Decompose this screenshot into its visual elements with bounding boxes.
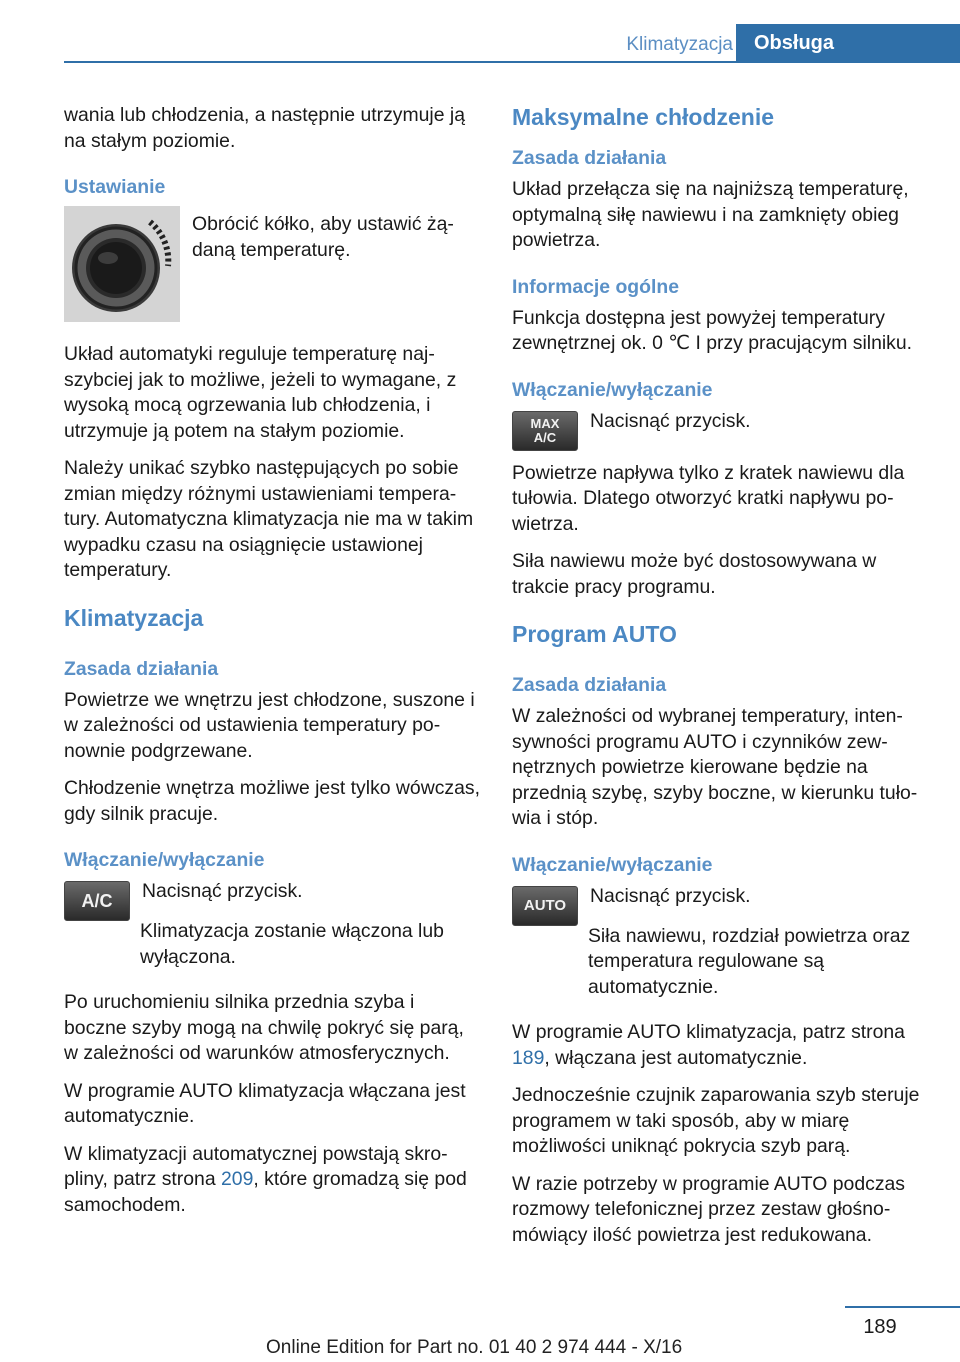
auto-result-span: Siła nawiewu, rozdział powietrza oraz temperatura regulowane są automatycznie. (588, 924, 911, 998)
ac-button-image: A/C (64, 881, 130, 921)
edition-footer: Online Edition for Part no. 01 40 2 974 444 - X/16 (266, 1337, 683, 1358)
knob-figure-row (64, 206, 480, 322)
heading-ustawianie: Ustawianie (64, 176, 166, 198)
ac-result-span: Klimatyzacja zostanie włączona lub wyłączona. (140, 920, 444, 968)
chlodzenie-paragraph: Chłodzenie wnętrza możliwe jest tylko wówczas, gdy silnik pracuje. (64, 777, 480, 825)
auto-figure-row (512, 884, 932, 926)
info-paragraph: Funkcja dostępna jest powyżej temperatury zewnętrznej ok. 0 ℃ I przy pracującym silniku. (512, 306, 913, 354)
auto-press-text: Nacisnąć przycisk. (590, 884, 751, 907)
page-link-189[interactable]: 189 (512, 1046, 545, 1069)
knob-icon (64, 206, 180, 322)
header-chapter-tab: Obsługa (736, 24, 960, 62)
ac-press-text: Nacisnąć przycisk. (142, 880, 303, 902)
intro-paragraph: wania lub chłodzenia, a następnie utrzymuje ją na stałym poziomie. (64, 104, 465, 152)
uruchomieniu-paragraph: Po uruchomieniu silnika przednia szyba i boczne szyby mogą na chwilę pokryć się parą, w zależności od warunków atmosferycznych. (64, 991, 464, 1064)
heading-wlaczanie-auto: Włączanie/wyłączanie (512, 853, 713, 876)
powietrze-paragraph: Powietrze we wnętrzu jest chłodzone, suszone i w zależności od ustawienia temperatury ponownie podgrzewane. (64, 688, 475, 762)
skropliny-text-a: W klimatyzacji automatycznej powstają skropliny, patrz strona (64, 1142, 448, 1190)
skropliny-text-b: , które gromadzą się pod samochodem. (64, 1168, 467, 1216)
klim-text-a: W programie AUTO klimatyzacja, patrz strona (512, 1021, 905, 1043)
temperature-knob-image (64, 206, 180, 322)
heading-maksymalne-chlodzenie: Maksymalne chłodzenie (512, 104, 775, 130)
czujnik-paragraph: Jednocześnie czujnik zaparowania szyb steruje programem w taki sposób, aby w miarę możliwości uniknąć pokrycia szyb parą. (512, 1084, 920, 1157)
program-auto-paragraph: W programie AUTO klimatyzacja włączana jest automatycznie. (64, 1079, 466, 1127)
heading-zasada-dzialania-max: Zasada działania (512, 147, 667, 169)
page-number: 189 (863, 1316, 897, 1338)
telefon-paragraph: W razie potrzeby w programie AUTO podczas rozmowy telefonicznej przez zestaw głośnomówiący ilość powietrza jest redukowana. (512, 1172, 905, 1246)
max-ac-figure-row (512, 409, 932, 451)
left-column (64, 103, 480, 1230)
heading-zasada-dzialania-auto: Zasada działania (512, 674, 667, 696)
max-paragraph: Układ przełącza się na najniższą temperaturę, optymalną siłę nawiewu i na zamknięty obieg powietrza. (512, 178, 909, 251)
max-label: MAX (530, 415, 560, 431)
footer-divider (845, 1306, 960, 1308)
klimatyzacja-auto-paragraph (512, 1020, 932, 1071)
heading-program-auto: Program AUTO (512, 621, 677, 647)
heading-wlaczanie: Włączanie/wyłączanie (64, 849, 265, 871)
auto-button-image: AUTO (512, 886, 578, 926)
heading-informacje-ogolne: Informacje ogólne (512, 275, 679, 298)
max-ac-label: A/C (533, 429, 557, 445)
max-press-text: Nacisnąć przycisk. (590, 409, 751, 432)
heading-zasada-dzialania: Zasada działania (64, 657, 219, 680)
max-ac-button-image (512, 411, 578, 451)
heading-klimatyzacja: Klimatyzacja (64, 604, 204, 631)
naplywa-paragraph: Powietrze napływa tylko z kratek nawiewu dla tułowia. Dlatego otworzyć kratki napływu powietrza. (512, 461, 905, 535)
ac-figure-row (64, 879, 480, 921)
klim-text-b: , włączana jest automatycznie. (544, 1046, 808, 1069)
unikac-paragraph: Należy unikać szybko następujących po sobie zmian między różnymi ustawieniami temperatury. Automatyczna klimatyzacja nie ma w takim wypadku czasu na osiągnięcie ustawionej temperatury. (64, 457, 474, 581)
skropliny-paragraph (64, 1142, 480, 1219)
header-divider (64, 61, 960, 63)
header-section-title: Klimatyzacja (626, 34, 733, 55)
ac-result-text (140, 919, 480, 970)
page-link-209[interactable]: 209 (221, 1168, 254, 1190)
right-column (512, 103, 932, 1260)
sila-paragraph: Siła nawiewu może być dostosowywana w trakcie pracy programu. (512, 550, 877, 598)
heading-wlaczanie-max: Włączanie/wyłączanie (512, 378, 713, 401)
auto-paragraph: W zależności od wybranej temperatury, intensywności programu AUTO i czynników zewnętrznych powietrze kierowane będzie na przednią szybę, szyby boczne, w kierunku tułowia i stóp. (512, 705, 918, 829)
auto-result-text (588, 924, 932, 1001)
automatyka-paragraph: Układ automatyki reguluje temperaturę najszybciej jak to możliwe, jeżeli to wymagane, z wysoką mocą ogrzewania lub chłodzenia, i utrzymuje ją potem na stałym poziomie. (64, 343, 457, 442)
ustawianie-text: Obrócić kółko, aby ustawić żądaną temperaturę. (192, 213, 454, 261)
